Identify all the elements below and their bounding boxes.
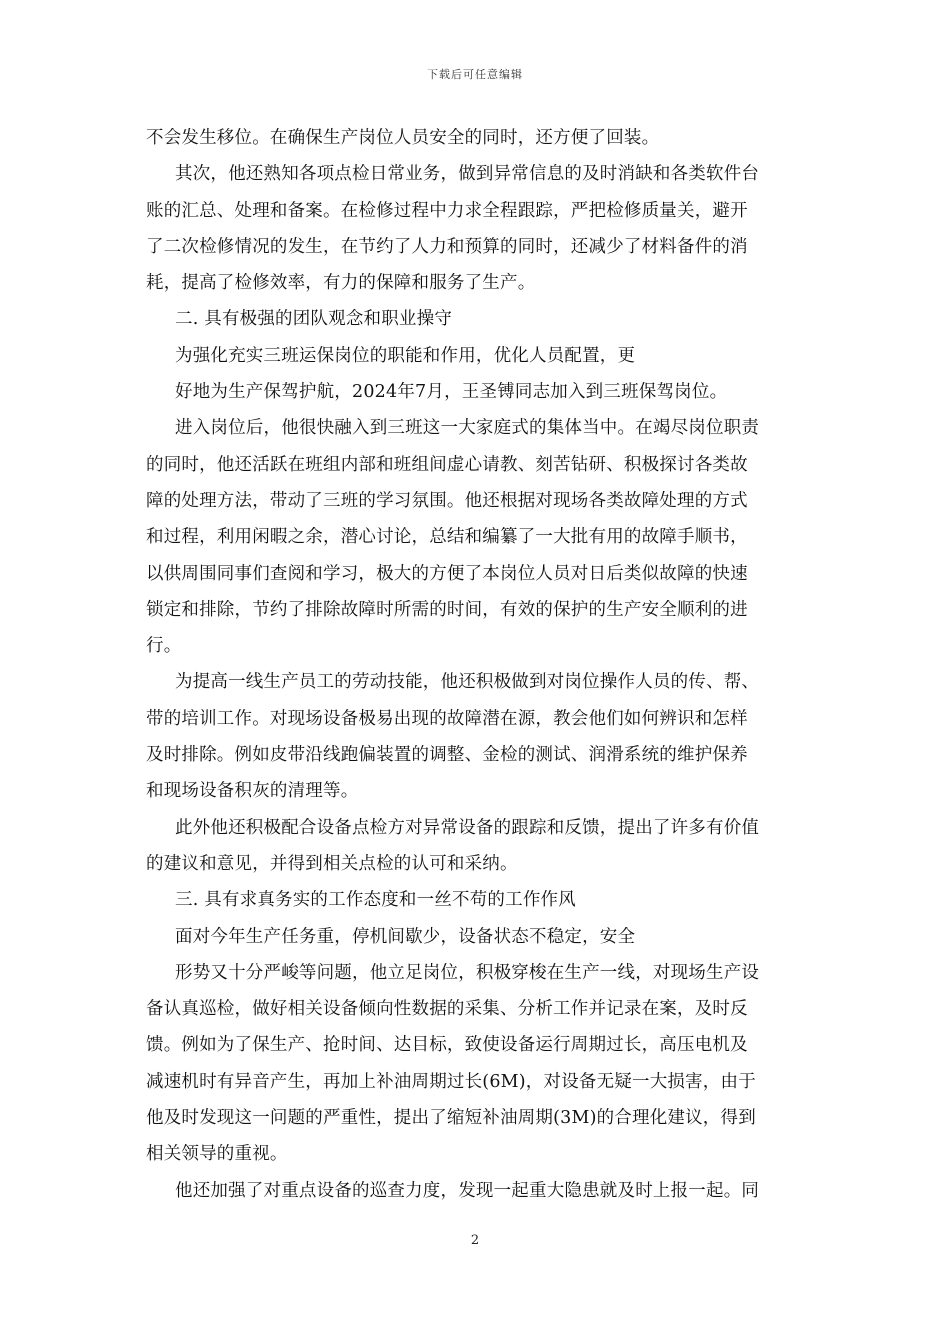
text-line: 形势又十分严峻等问题，他立足岗位，积极穿梭在生产一线，对现场生产设 xyxy=(175,962,760,983)
text-line: 和过程，利用闲暇之余，潜心讨论，总结和编纂了一大批有用的故障手顺书， xyxy=(146,527,748,548)
text-line: 了二次检修情况的发生，在节约了人力和预算的同时，还减少了材料备件的消 xyxy=(146,236,748,257)
text-line: 为提高一线生产员工的劳动技能，他还积极做到对岗位操作人员的传、帮、 xyxy=(175,672,760,693)
text-line: 以供周围同事们查阅和学习，极大的方便了本岗位人员对日后类似故障的快速 xyxy=(146,563,748,584)
text-line: 相关领导的重视。 xyxy=(146,1144,288,1165)
text-line: 其次，他还熟知各项点检日常业务，做到异常信息的及时消缺和各类软件台 xyxy=(175,164,760,185)
text-line: 三. 具有求真务实的工作态度和一丝不苟的工作作风 xyxy=(175,890,576,911)
document-body xyxy=(146,120,806,1209)
text-line: 二. 具有极强的团队观念和职业操守 xyxy=(175,309,453,330)
text-line: 此外他还积极配合设备点检方对异常设备的跟踪和反馈，提出了许多有价值 xyxy=(175,817,760,838)
text-line: 带的培训工作。对现场设备极易出现的故障潜在源，教会他们如何辨识和怎样 xyxy=(146,708,748,729)
text-line: 和现场设备积灰的清理等。 xyxy=(146,781,359,802)
text-line: 备认真巡检，做好相关设备倾向性数据的采集、分析工作并记录在案，及时反 xyxy=(146,999,748,1020)
text-line: 馈。例如为了保生产、抢时间、达目标，致使设备运行周期过长，高压电机及 xyxy=(146,1035,748,1056)
text-line: 锁定和排除，节约了排除故障时所需的时间，有效的保护的生产安全顺利的进 xyxy=(146,599,748,620)
text-line: 障的处理方法，带动了三班的学习氛围。他还根据对现场各类故障处理的方式 xyxy=(146,490,748,511)
text-line: 为强化充实三班运保岗位的职能和作用，优化人员配置，更 xyxy=(175,345,636,366)
text-line: 不会发生移位。在确保生产岗位人员安全的同时，还方便了回装。 xyxy=(146,128,660,148)
text-line: 的同时，他还活跃在班组内部和班组间虚心请教、刻苦钻研、积极探讨各类故 xyxy=(146,454,748,475)
text-line: 减速机时有异音产生，再加上补油周期过长(6M)，对设备无疑一大损害，由于 xyxy=(146,1071,756,1092)
text-line: 他及时发现这一问题的严重性，提出了缩短补油周期(3M)的合理化建议，得到 xyxy=(146,1108,756,1129)
text-line: 面对今年生产任务重，停机间歇少，设备状态不稳定，安全 xyxy=(175,926,636,947)
text-line: 账的汇总、处理和备案。在检修过程中力求全程跟踪，严把检修质量关，避开 xyxy=(146,200,748,221)
text-line: 他还加强了对重点设备的巡查力度，发现一起重大隐患就及时上报一起。同 xyxy=(175,1180,760,1201)
page-header: 下载后可任意编辑 xyxy=(427,68,523,81)
text-line: 及时排除。例如皮带沿线跑偏装置的调整、金检的测试、润滑系统的维护保养 xyxy=(146,745,748,766)
text-line: 好地为生产保驾护航，2024年7月，王圣镈同志加入到三班保驾岗位。 xyxy=(175,382,728,403)
text-line: 行。 xyxy=(146,636,182,657)
text-line: 进入岗位后，他很快融入到三班这一大家庭式的集体当中。在竭尽岗位职责 xyxy=(175,418,760,439)
text-line: 的建议和意见，并得到相关点检的认可和采纳。 xyxy=(146,853,518,874)
text-line: 耗，提高了检修效率，有力的保障和服务了生产。 xyxy=(146,273,536,294)
page-number: 2 xyxy=(470,1233,480,1248)
